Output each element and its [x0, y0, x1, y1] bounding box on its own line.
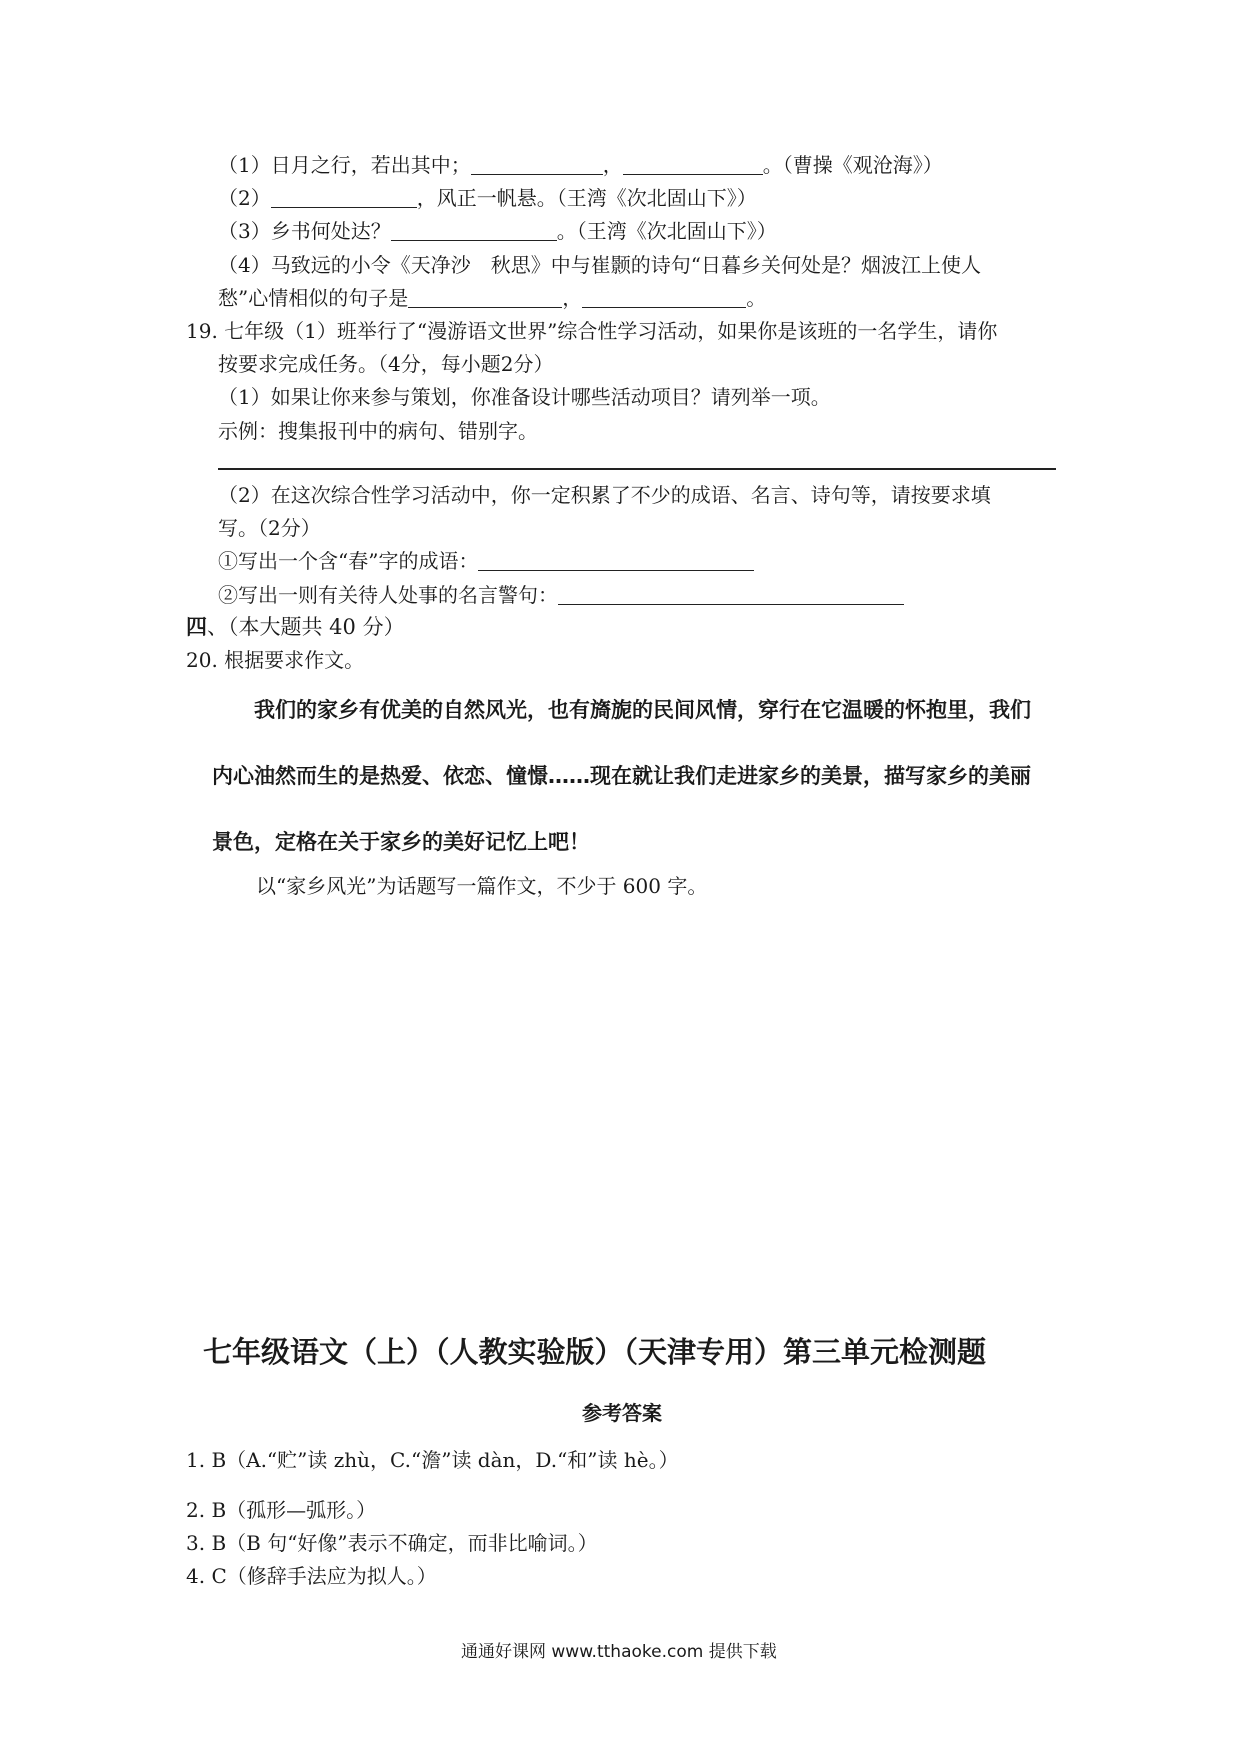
q20-title: 20. 根据要求作文。 [186, 648, 365, 672]
q18-item-4-line-2: 愁”心情相似的句子是 ， 。 [218, 286, 767, 310]
answer-blank[interactable] [478, 550, 754, 571]
answer-blank[interactable] [271, 187, 417, 208]
answer-1: 1. B（A.“贮”读 zhù，C.“澹”读 dàn，D.“和”读 hè。） [186, 1448, 679, 1472]
q18-item-2: （2） ，风正一帆悬。（王湾《次北固山下》） [218, 186, 757, 210]
q19-line-2: 按要求完成任务。（4分，每小题2分） [218, 352, 554, 376]
q19-sub-2-line-1: （2）在这次综合性学习活动中，你一定积累了不少的成语、名言、诗句等，请按要求填 [218, 483, 991, 507]
answer-blank[interactable] [471, 154, 603, 175]
answer-key-title: 七年级语文（上）（人教实验版）（天津专用）第三单元检测题 [203, 1335, 987, 1369]
footer-credit: 通通好课网 www.tthaoke.com 提供下载 [461, 1642, 777, 1662]
q19-task-2: ②写出一则有关待人处事的名言警句： [218, 580, 904, 610]
q18-item-1-text: （1）日月之行，若出其中； [218, 153, 471, 177]
answer-blank[interactable] [391, 220, 557, 241]
q20-requirement: 以“家乡风光”为话题写一篇作文，不少于 600 字。 [256, 874, 708, 898]
answer-blank[interactable] [408, 287, 562, 308]
q18-item-4-line-1: （4）马致远的小令《天净沙 秋思》中与崔颢的诗句“日暮乡关何处是？烟波江上使人 [218, 253, 981, 277]
q20-prompt-line-3: 景色，定格在关于家乡的美好记忆上吧！ [212, 830, 590, 854]
q19-sub-1: （1）如果让你来参与策划，你准备设计哪些活动项目？请列举一项。 [218, 385, 831, 409]
answer-blank[interactable] [558, 584, 904, 605]
q20-prompt-line-1: 我们的家乡有优美的自然风光，也有旖旎的民间风情，穿行在它温暖的怀抱里，我们 [254, 698, 1031, 722]
answer-4: 4. C（修辞手法应为拟人。） [186, 1564, 437, 1588]
answer-key-subtitle: 参考答案 [582, 1401, 662, 1425]
q18-item-1: （1）日月之行，若出其中； ， 。（曹操《观沧海》） [218, 153, 943, 177]
answer-2: 2. B（孤形—弧形。） [186, 1498, 377, 1522]
q19-example: 示例：搜集报刊中的病句、错别字。 [218, 419, 538, 443]
answer-blank[interactable] [582, 287, 746, 308]
answer-3: 3. B（B 句“好像”表示不确定，而非比喻词。） [186, 1531, 598, 1555]
answer-blank[interactable] [623, 154, 763, 175]
q19-sub-2-line-2: 写。（2分） [218, 516, 321, 540]
section-4-heading: 四、（本大题共 40 分） [186, 615, 405, 639]
q19-task-1: ①写出一个含“春”字的成语： [218, 546, 754, 576]
q18-item-3: （3）乡书何处达？ 。（王湾《次北固山下》） [218, 219, 777, 243]
q19-line-1: 19. 七年级（1）班举行了“漫游语文世界”综合性学习活动，如果你是该班的一名学生，请你 [186, 319, 998, 343]
q20-prompt-line-2: 内心油然而生的是热爱、依恋、憧憬……现在就让我们走进家乡的美景，描写家乡的美丽 [212, 764, 1031, 788]
answer-line[interactable] [218, 468, 1056, 470]
